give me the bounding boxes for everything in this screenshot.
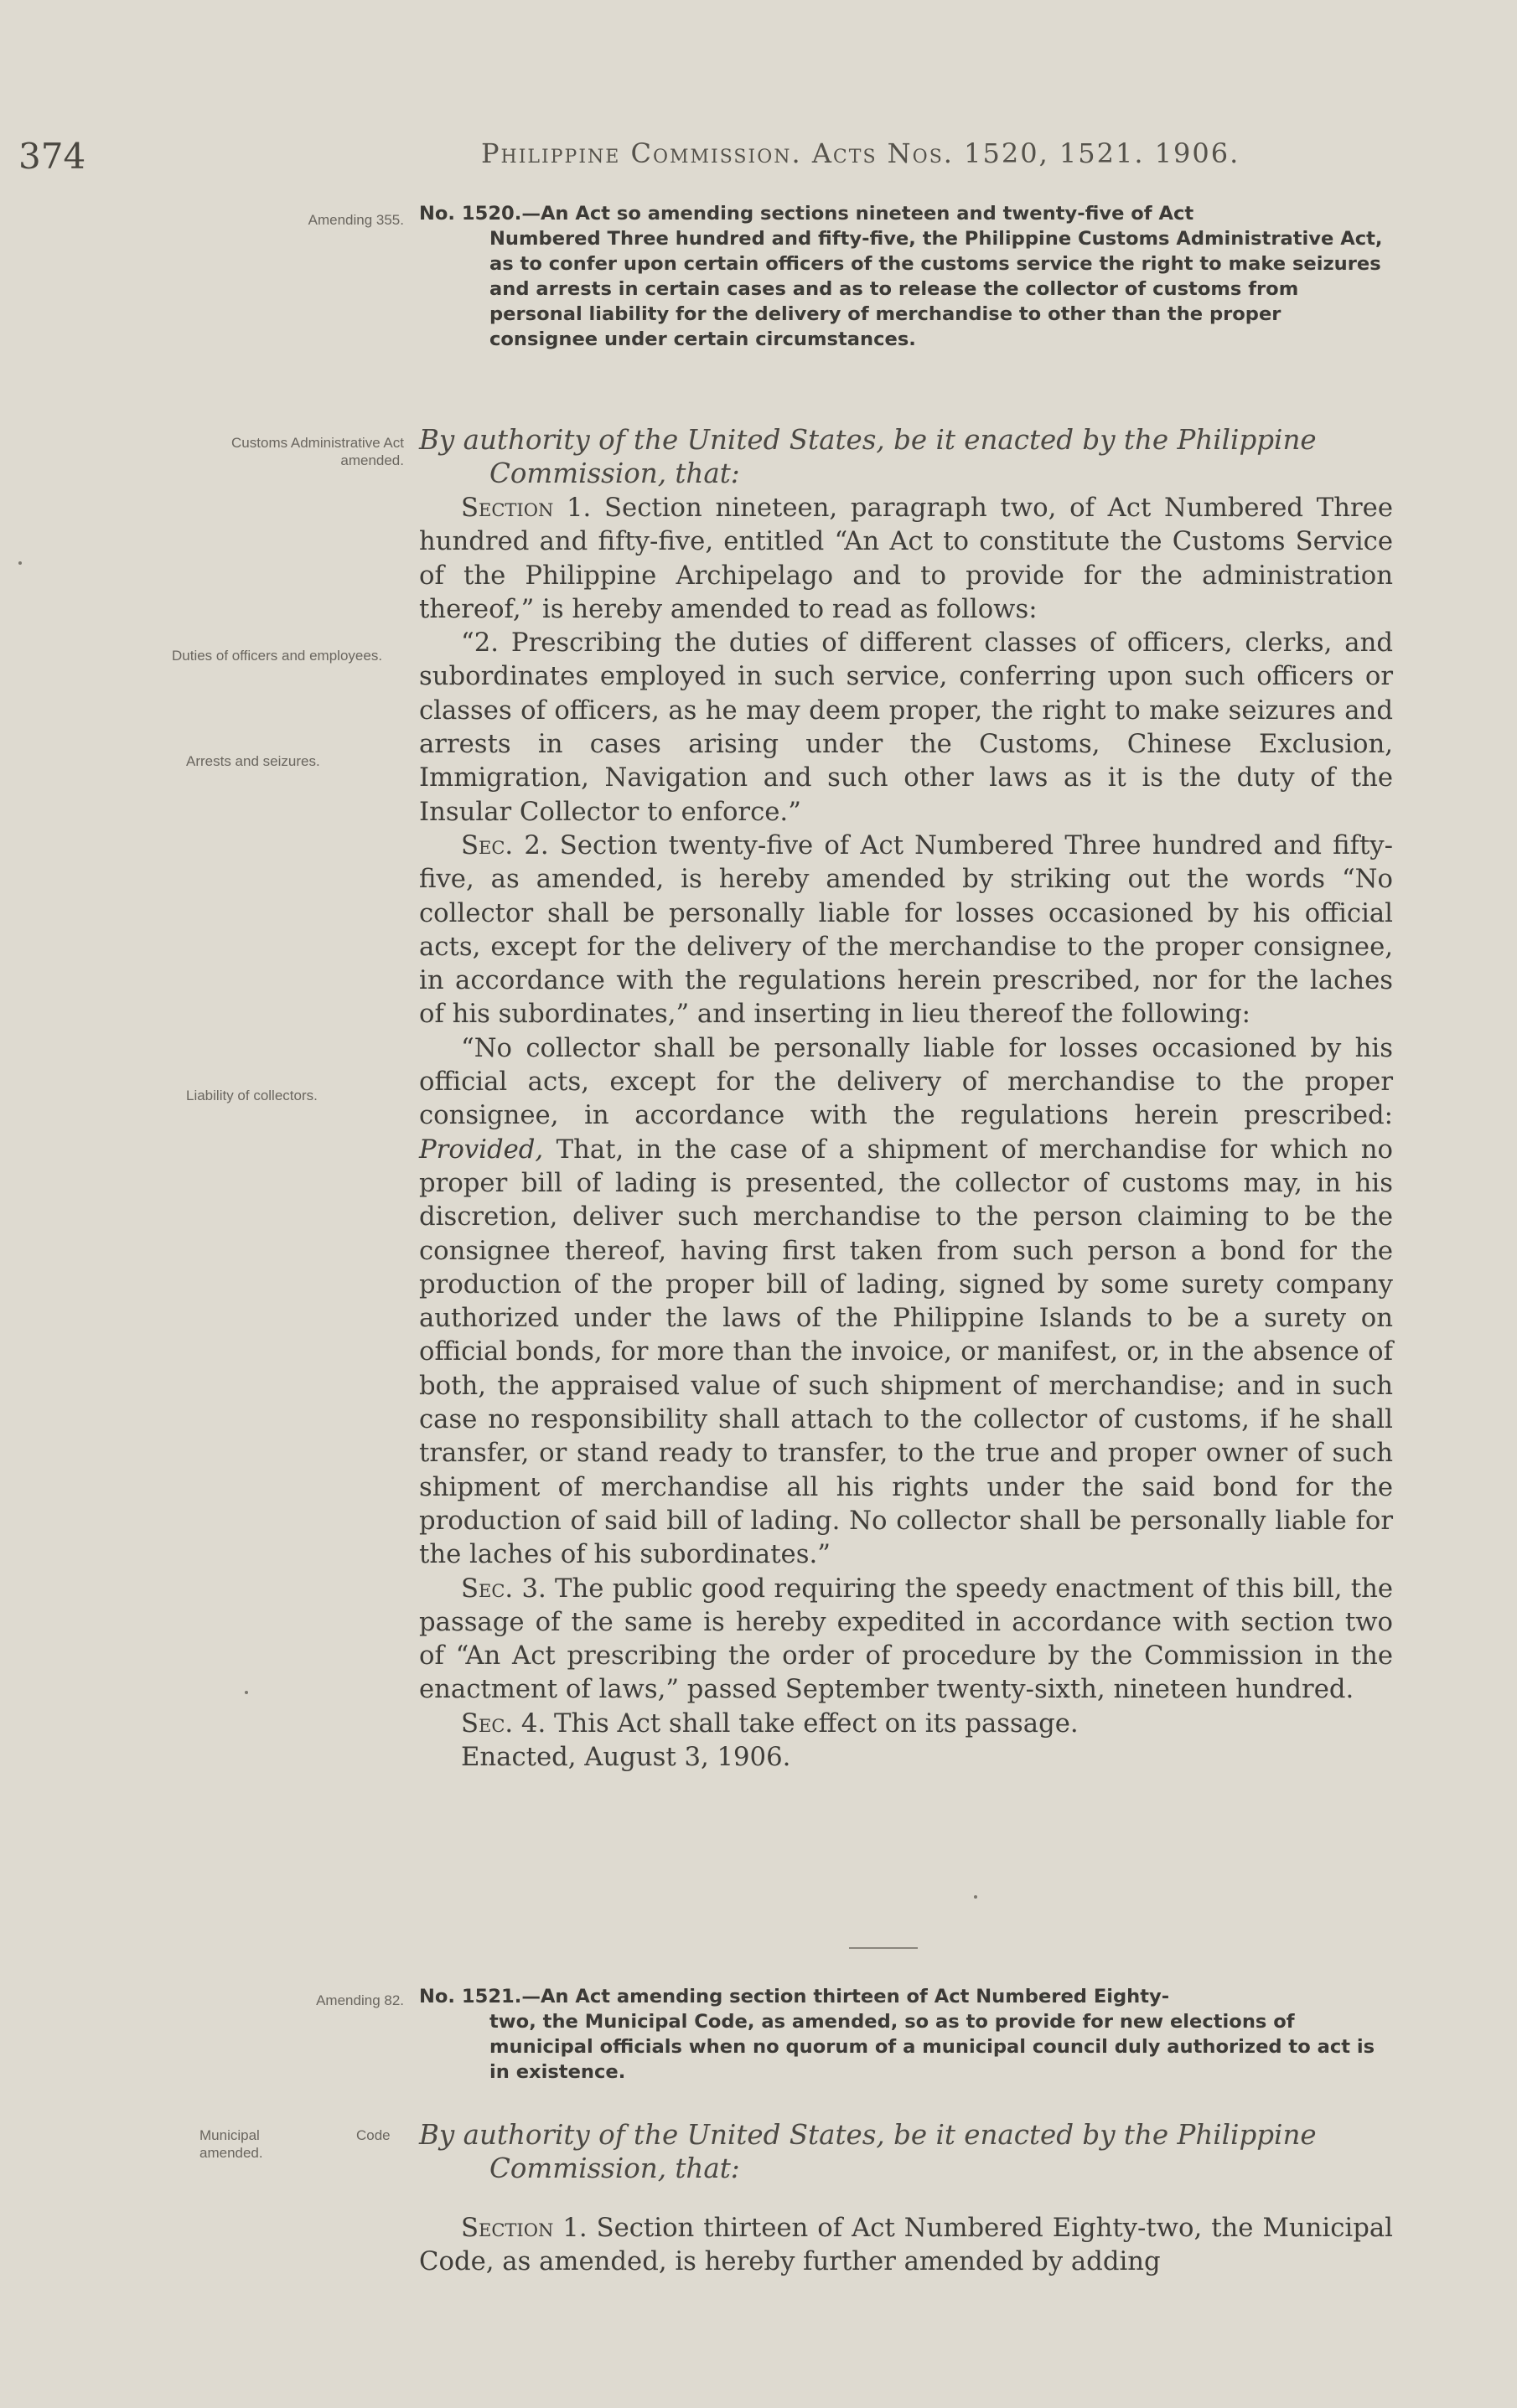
section-3-label: Sec. 3. [461, 1573, 546, 1604]
act-1521-heading-rest: two, the Municipal Code, as amended, so as to provide for new elections of municipal officials when no quorum of a municipal council duly authorized to act is in existence. [489, 2011, 1375, 2083]
margin-note-amending-82: Amending 82. [316, 1992, 404, 2008]
act-1521-body [419, 2212, 1393, 2280]
section-4-text: This Act shall take effect on its passage. [553, 1708, 1079, 1739]
section-1-text: Section nineteen, paragraph two, of Act Numbered Three hundred and fifty-five, entitled “An Act to constitute the Customs Service of the Philippine Archipelago and to provide for the administration thereof,” is hereby amended to read as follows: [419, 493, 1393, 624]
section-4-label: Sec. 4. [461, 1708, 546, 1739]
act-1521-heading [419, 1984, 1391, 2085]
act-1520-heading-first: No. 1520.—An Act so amending sections nineteen and twenty-five of Act [419, 203, 1194, 225]
act-1520-enacting-rest: Commission, that: [489, 457, 740, 489]
act-1520-enacting-first: By authority of the United States, be it enacted by the Philippine [419, 424, 1317, 456]
section-1-paragraph [419, 492, 1393, 627]
running-head: Philippine Commission. Acts Nos. 1520, 1521. 1906. [481, 137, 1240, 169]
act-1521-heading-first: No. 1521.—An Act amending section thirteen of Act Numbered Eighty- [419, 1986, 1170, 2008]
section-2-label: Sec. 2. [461, 830, 549, 860]
act-1521-enacting-clause [419, 2118, 1391, 2185]
act-1521-section-1-text: Section thirteen of Act Numbered Eighty-two, the Municipal Code, as amended, is hereby further amended by adding [419, 2214, 1393, 2277]
margin-note-amended: amended. [199, 2145, 263, 2161]
paper-speck [245, 1691, 248, 1694]
act-1521-section-1-paragraph [419, 2212, 1393, 2280]
act-1521-section-1-label: Section 1. [461, 2214, 588, 2243]
liability-text-a: “No collector shall be personally liable for losses occasioned by his official acts, except for the delivery of merchandise to the proper consignee, in accordance with the regulations herein prescribed: [419, 1033, 1393, 1131]
margin-note-duties: Duties of officers and employees. [172, 648, 383, 664]
section-3-text: The public good requiring the speedy enactment of this bill, the passage of the same is hereby expedited in accordance with section two of “An Act prescribing the order of procedure by the Commission in the enactment of laws,” passed September twenty-sixth, nineteen hundred. [419, 1573, 1393, 1705]
liability-text-b: That, in the case of a shipment of merchandise for which no proper bill of lading is presented, the collector of customs may, in his discretion, deliver such merchandise to the person claiming to be the consignee thereof, having first taken from such person a bond for the production of the proper bill of lading, signed by some surety company authorized under the laws of the Philippine Islands to be a surety on official bonds, for more than the invoice, or manifest, or, in the absence of both, the appraised value of such shipment of merchandise; and in such case no responsibility shall attach to the collector of customs, if he shall transfer, or stand ready to transfer, to the true and proper owner of such shipment of merchandise all his rights under the said bond for the production of said bill of lading. No collector shall be personally liable for the laches of his subordinates.” [419, 1134, 1393, 1570]
act-1520-heading [419, 201, 1391, 352]
enacted-date: Enacted, August 3, 1906. [461, 1742, 791, 1772]
margin-note-arrests: Arrests and seizures. [186, 753, 320, 769]
act-1521-enacting-first: By authority of the United States, be it enacted by the Philippine [419, 2119, 1317, 2151]
margin-note-customs-act: Customs Administrative Act amended. [231, 435, 404, 468]
provided-word: Provided, [419, 1134, 544, 1165]
margin-note-code: Code [356, 2127, 391, 2143]
section-4-paragraph [419, 1708, 1393, 1741]
section-1-label: Section 1. [461, 493, 592, 523]
page-number: 374 [18, 136, 86, 177]
section-3-paragraph [419, 1573, 1393, 1708]
section-divider [849, 1947, 918, 1949]
act-1520-body [419, 492, 1393, 1775]
act-1520-enacting-clause [419, 423, 1391, 490]
margin-note-amending-355: Amending 355. [308, 212, 404, 228]
act-1520-heading-rest: Numbered Three hundred and fifty-five, the Philippine Customs Administrative Act, as to confer upon certain officers of the customs service the right to make seizures and arrests in certain cases and as to release the collector of customs from personal liability for the delivery of merchandise to other than the proper consignee under certain circumstances. [489, 228, 1383, 350]
liability-paragraph [419, 1032, 1393, 1573]
paragraph-2: “2. Prescribing the duties of different classes of officers, clerks, and subordinates employed in such service, conferring upon such officers or classes of officers, as he may deem proper, the right to make seizures and arrests in cases arising under the Customs, Chinese Exclusion, Immigration, Navigation and such other laws as it is the duty of the Insular Collector to enforce.” [419, 628, 1393, 827]
margin-note-liability: Liability of collectors. [186, 1088, 318, 1103]
margin-note-municipal: Municipal [199, 2127, 260, 2143]
act-1521-enacting-rest: Commission, that: [489, 2152, 740, 2184]
section-2-text: Section twenty-five of Act Numbered Three hundred and fifty-five, as amended, is hereby amended by striking out the words “No collector shall be personally liable for losses occasioned by his official acts, except for the delivery of the merchandise to the proper consignee, in accordance with the regulations herein prescribed, nor for the laches of his subordinates,” and inserting in lieu thereof the following: [419, 830, 1393, 1030]
section-2-paragraph [419, 829, 1393, 1032]
paper-speck [18, 561, 22, 565]
paper-speck [974, 1895, 977, 1899]
